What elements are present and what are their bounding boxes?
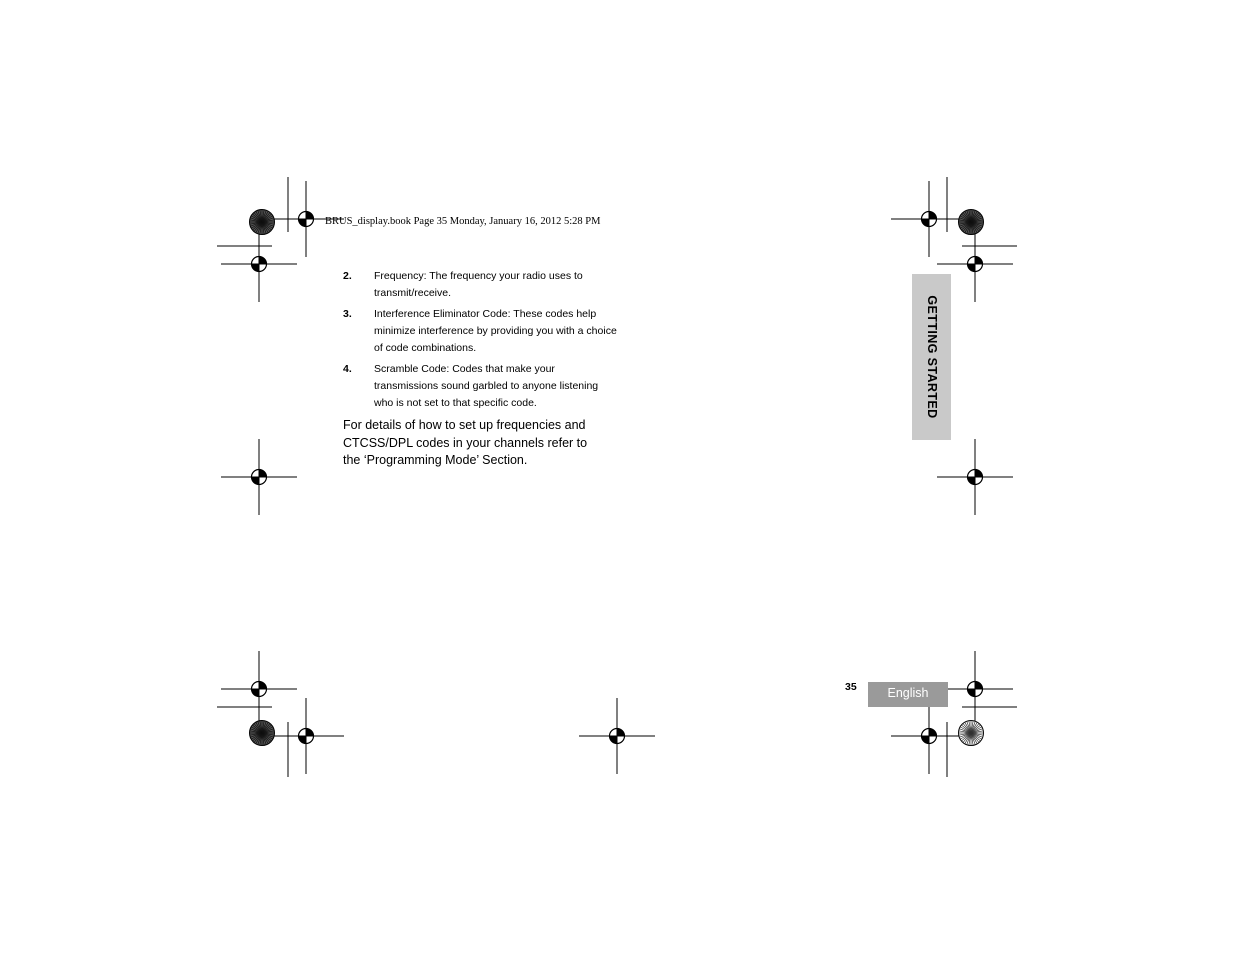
list-item-text: Interference Eliminator Code: These codes help minimize interference by providing you with a choice of code combinations. <box>374 308 617 354</box>
starburst-target <box>959 210 984 235</box>
list-item <box>343 361 618 412</box>
page-number: 35 <box>845 681 857 693</box>
registration-mark <box>221 226 297 302</box>
body-paragraph: For details of how to set up frequencies and CTCSS/DPL codes in your channels refer to the ‘Programming Mode’ Section. <box>343 418 588 467</box>
list-item-number: 3. <box>343 308 352 320</box>
list-item-number: 4. <box>343 363 352 375</box>
list-item-text: Frequency: The frequency your radio uses to transmit/receive. <box>374 270 583 299</box>
language-tab: English <box>868 682 948 707</box>
list-item-text: Scramble Code: Codes that make your transmissions sound garbled to anyone listening who is not set to that specific code. <box>374 363 599 409</box>
registration-mark <box>221 651 297 727</box>
registration-mark <box>268 698 344 774</box>
section-side-tab-label: GETTING STARTED <box>924 295 939 419</box>
starburst-target <box>250 210 275 235</box>
registration-mark <box>937 651 1013 727</box>
section-side-tab <box>912 274 951 440</box>
registration-mark <box>891 181 967 257</box>
page-content <box>343 268 618 470</box>
registration-mark <box>579 698 655 774</box>
list-item <box>343 306 618 357</box>
list-item-number: 2. <box>343 270 352 282</box>
starburst-target <box>250 721 275 746</box>
book-info-header: BRUS_display.book Page 35 Monday, January 16, 2012 5:28 PM <box>325 216 601 227</box>
starburst-target <box>959 721 984 746</box>
registration-mark <box>937 439 1013 515</box>
registration-mark <box>891 698 967 774</box>
list-item <box>343 268 618 302</box>
registration-mark <box>221 439 297 515</box>
